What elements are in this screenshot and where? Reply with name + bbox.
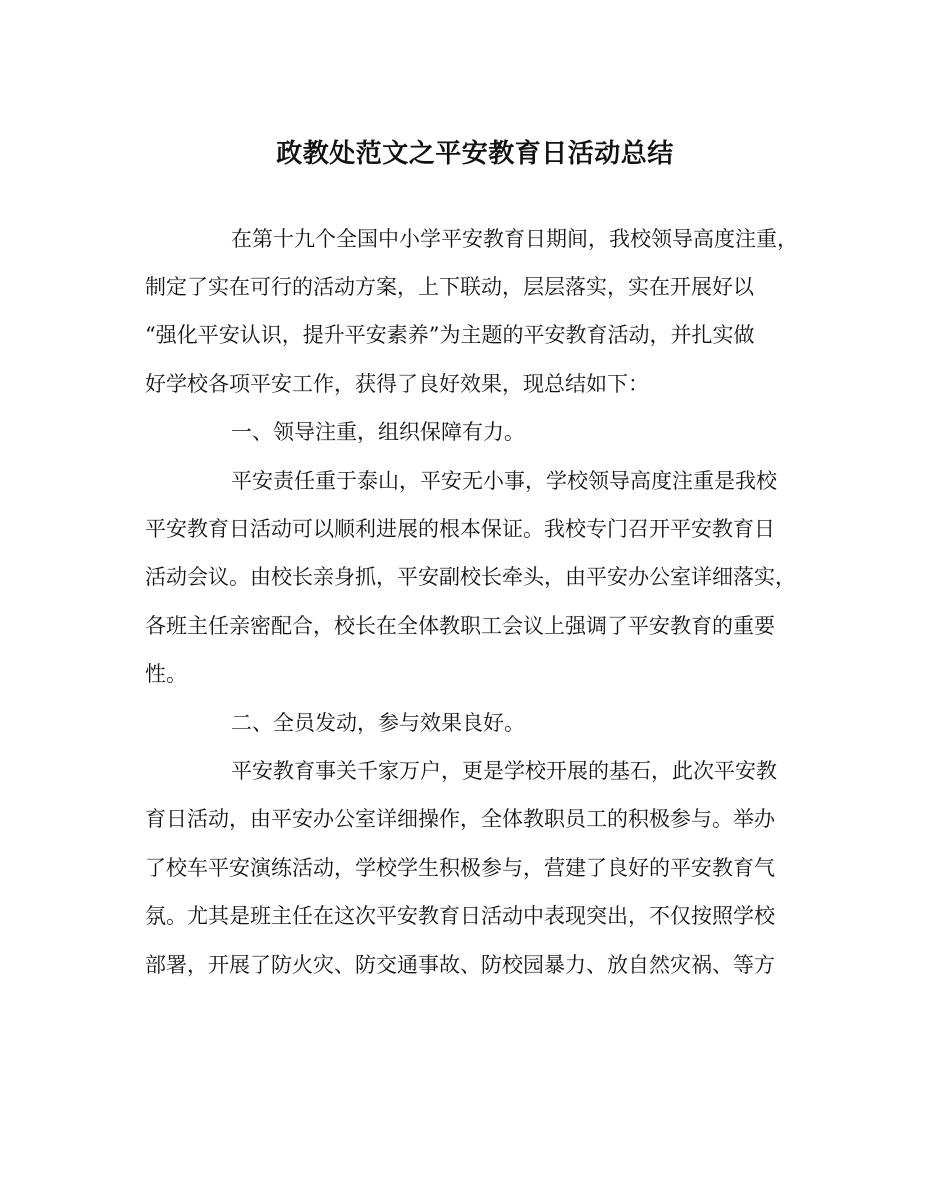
paragraph-line: 了校车平安演练活动，学校学生积极参与，营建了良好的平安教育气 <box>145 856 775 880</box>
paragraph-line: 氛。尤其是班主任在这次平安教育日活动中表现突出，不仅按照学校 <box>145 904 775 928</box>
paragraph-line: 部署，开展了防火灾、防交通事故、防校园暴力、放自然灾祸、等方 <box>145 953 775 977</box>
paragraph-line: 育日活动，由平安办公室详细操作，全体教职员工的积极参与。举办 <box>145 807 775 831</box>
paragraph-line: 制定了实在可行的活动方案，上下联动，层层落实，实在开展好以 <box>145 275 754 299</box>
paragraph-line: “强化平安认识，提升平安素养”为主题的平安教育活动，并扎实做 <box>145 323 755 347</box>
paragraph-line: 活动会议。由校长亲身抓，平安副校长牵头，由平安办公室详细落实， <box>145 565 796 589</box>
paragraph-line: 平安教育事关千家万户，更是学校开展的基石，此次平安教 <box>231 759 777 783</box>
paragraph-line: 性。 <box>145 662 187 686</box>
paragraph-line: 各班主任亲密配合，校长在全体教职工会议上强调了平安教育的重要 <box>145 614 775 638</box>
section-heading: 一、领导注重，组织保障有力。 <box>231 420 525 444</box>
paragraph-line: 平安教育日活动可以顺利进展的根本保证。我校专门召开平安教育日 <box>145 517 775 541</box>
paragraph-line: 平安责任重于泰山，平安无小事，学校领导高度注重是我校 <box>231 469 777 493</box>
paragraph-line: 好学校各项平安工作，获得了良好效果，现总结如下： <box>145 372 649 396</box>
section-heading: 二、全员发动，参与效果良好。 <box>231 711 525 735</box>
document-title: 政教处范文之平安教育日活动总结 <box>276 139 674 169</box>
paragraph-line: 在第十九个全国中小学平安教育日期间，我校领导高度注重， <box>231 227 798 251</box>
